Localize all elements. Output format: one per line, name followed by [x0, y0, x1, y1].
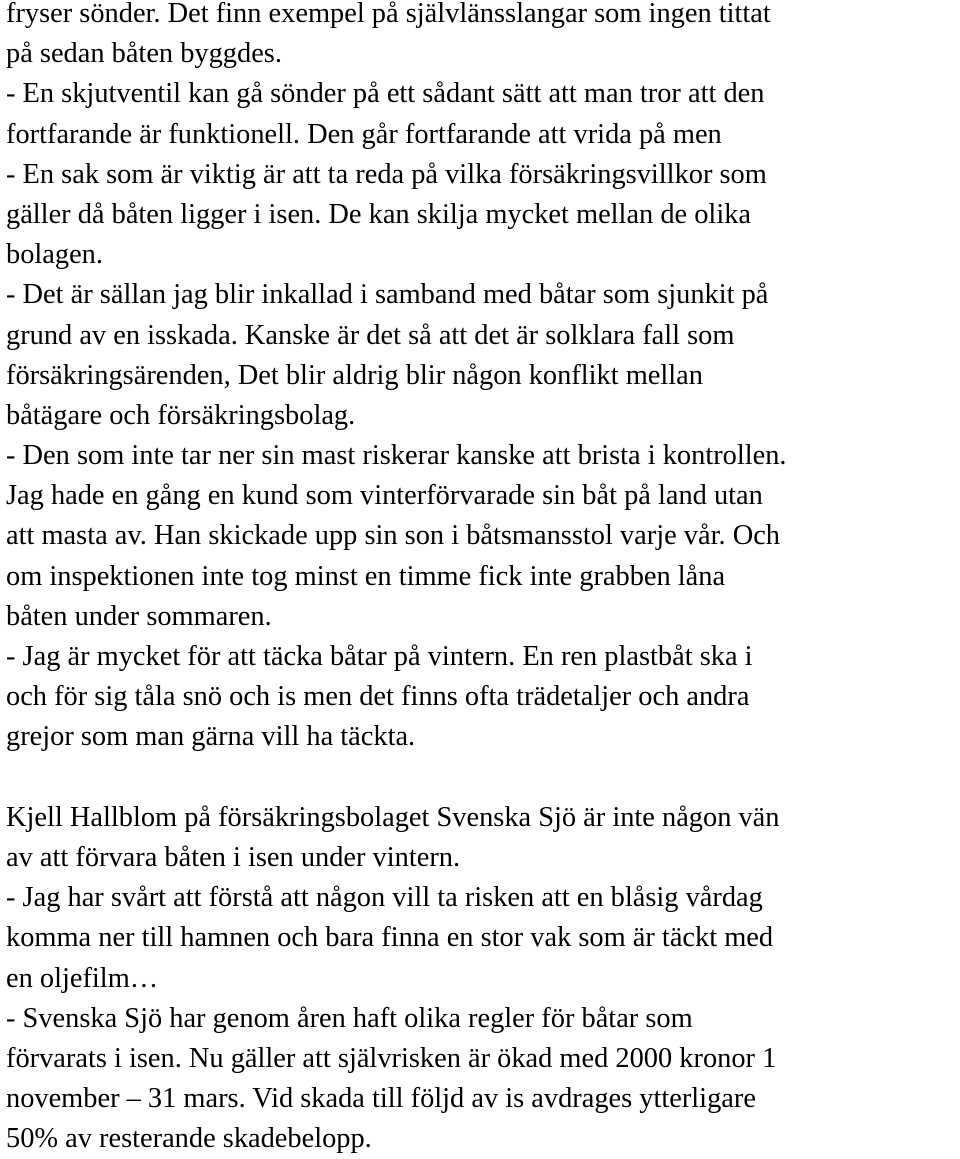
text-line: - Jag är mycket för att täcka båtar på vintern. En ren plastbåt ska i — [6, 641, 753, 672]
text-line: en oljefilm… — [6, 962, 159, 994]
text-line: november – 31 mars. Vid skada till följd av is avdrages ytterligare — [6, 1083, 756, 1115]
text-line: båtägare och försäkringsbolag. — [6, 399, 356, 431]
text-line: bolagen. — [6, 239, 103, 271]
text-line: försäkringsärenden, Det blir aldrig blir någon konflikt mellan — [6, 359, 703, 391]
text-line: Jag hade en gång en kund som vinterförvarade sin båt på land utan — [6, 480, 763, 512]
text-line: komma ner till hamnen och bara finna en stor vak som är täckt med — [6, 922, 774, 954]
text-line: - Det är sällan jag blir inkallad i samband med båtar som sjunkit på — [6, 279, 769, 311]
text-line: - En skjutventil kan gå sönder på ett sådant sätt att man tror att den — [6, 78, 765, 110]
text-line: att masta av. Han skickade upp sin son i båtsmansstol varje vår. Och — [6, 520, 780, 552]
text-line: fryser sönder. Det finn exempel på självlänsslangar som ingen tittat — [6, 0, 771, 29]
text-line: - Jag har svårt att förstå att någon vill ta risken att en blåsig vårdag — [6, 882, 763, 914]
text-line: 50% av resterande skadebelopp. — [6, 1123, 372, 1155]
text-line: förvarats i isen. Nu gäller att självrisken är ökad med 2000 kronor 1 — [6, 1042, 777, 1074]
text-line: om inspektionen inte tog minst en timme fick inte grabben låna — [6, 560, 726, 592]
text-line: - Den som inte tar ner sin mast riskerar kanske att brista i kontrollen. — [6, 440, 787, 472]
text-line: gäller då båten ligger i isen. De kan skilja mycket mellan de olika — [6, 198, 752, 230]
text-line: Kjell Hallblom på försäkringsbolaget Svenska Sjö är inte någon vän — [6, 801, 780, 833]
text-line: - Svenska Sjö har genom åren haft olika regler för båtar som — [6, 1002, 693, 1034]
paragraph-gap — [6, 758, 956, 798]
text-line: båten under sommaren. — [6, 600, 272, 632]
document-body — [6, 0, 956, 1159]
text-line: på sedan båten byggdes. — [6, 38, 282, 70]
text-line: av att förvara båten i isen under vintern. — [6, 841, 461, 873]
text-line: och för sig tåla snö och is men det finns ofta trädetaljer och andra — [6, 681, 750, 713]
text-line: grund av en isskada. Kanske är det så att det är solklara fall som — [6, 319, 735, 351]
text-line: - En sak som är viktig är att ta reda på vilka försäkringsvillkor som — [6, 158, 767, 190]
text-line: grejor som man gärna vill ha täckta. — [6, 721, 416, 753]
text-line: fortfarande är funktionell. Den går fortfarande att vrida på men — [6, 118, 722, 150]
